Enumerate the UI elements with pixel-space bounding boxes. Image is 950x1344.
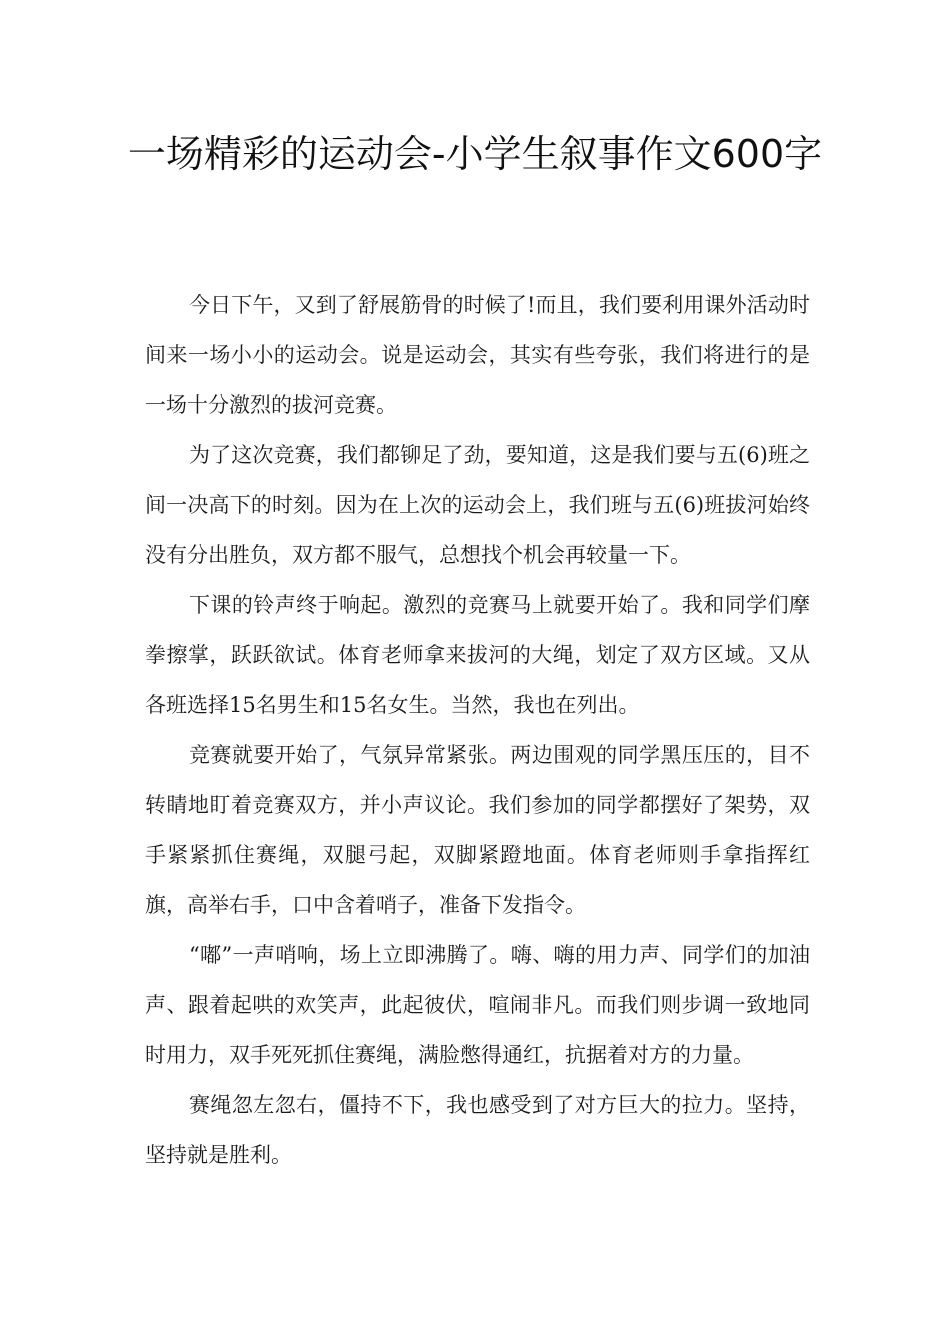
document-body xyxy=(145,280,810,1180)
paragraph: 赛绳忽左忽右，僵持不下，我也感受到了对方巨大的拉力。坚持，坚持就是胜利。 xyxy=(145,1093,810,1167)
paragraph: 今日下午，又到了舒展筋骨的时候了!而且，我们要利用课外活动时间来一场小小的运动会。说是运动会，其实有些夸张，我们将进行的是一场十分激烈的拔河竞赛。 xyxy=(145,293,810,417)
document-title: 一场精彩的运动会-小学生叙事作文600字 xyxy=(127,132,823,176)
paragraph: 下课的铃声终于响起。激烈的竞赛马上就要开始了。我和同学们摩拳擦掌，跃跃欲试。体育老师拿来拔河的大绳，划定了双方区域。又从各班选择15名男生和15名女生。当然，我也在列出。 xyxy=(145,593,810,717)
paragraph: 竞赛就要开始了，气氛异常紧张。两边围观的同学黑压压的，目不转睛地盯着竞赛双方，并小声议论。我们参加的同学都摆好了架势，双手紧紧抓住赛绳，双腿弓起，双脚紧蹬地面。体育老师则手拿指挥红旗，高举右手，口中含着哨子，准备下发指令。 xyxy=(145,743,810,917)
paragraph: 为了这次竞赛，我们都铆足了劲，要知道，这是我们要与五(6)班之间一决高下的时刻。因为在上次的运动会上，我们班与五(6)班拔河始终没有分出胜负，双方都不服气，总想找个机会再较量一下。 xyxy=(145,443,810,567)
paragraph: “嘟”一声哨响，场上立即沸腾了。嗨、嗨的用力声、同学们的加油声、跟着起哄的欢笑声，此起彼伏，喧闹非凡。而我们则步调一致地同时用力，双手死死抓住赛绳，满脸憋得通红，抗据着对方的力量。 xyxy=(145,943,810,1067)
